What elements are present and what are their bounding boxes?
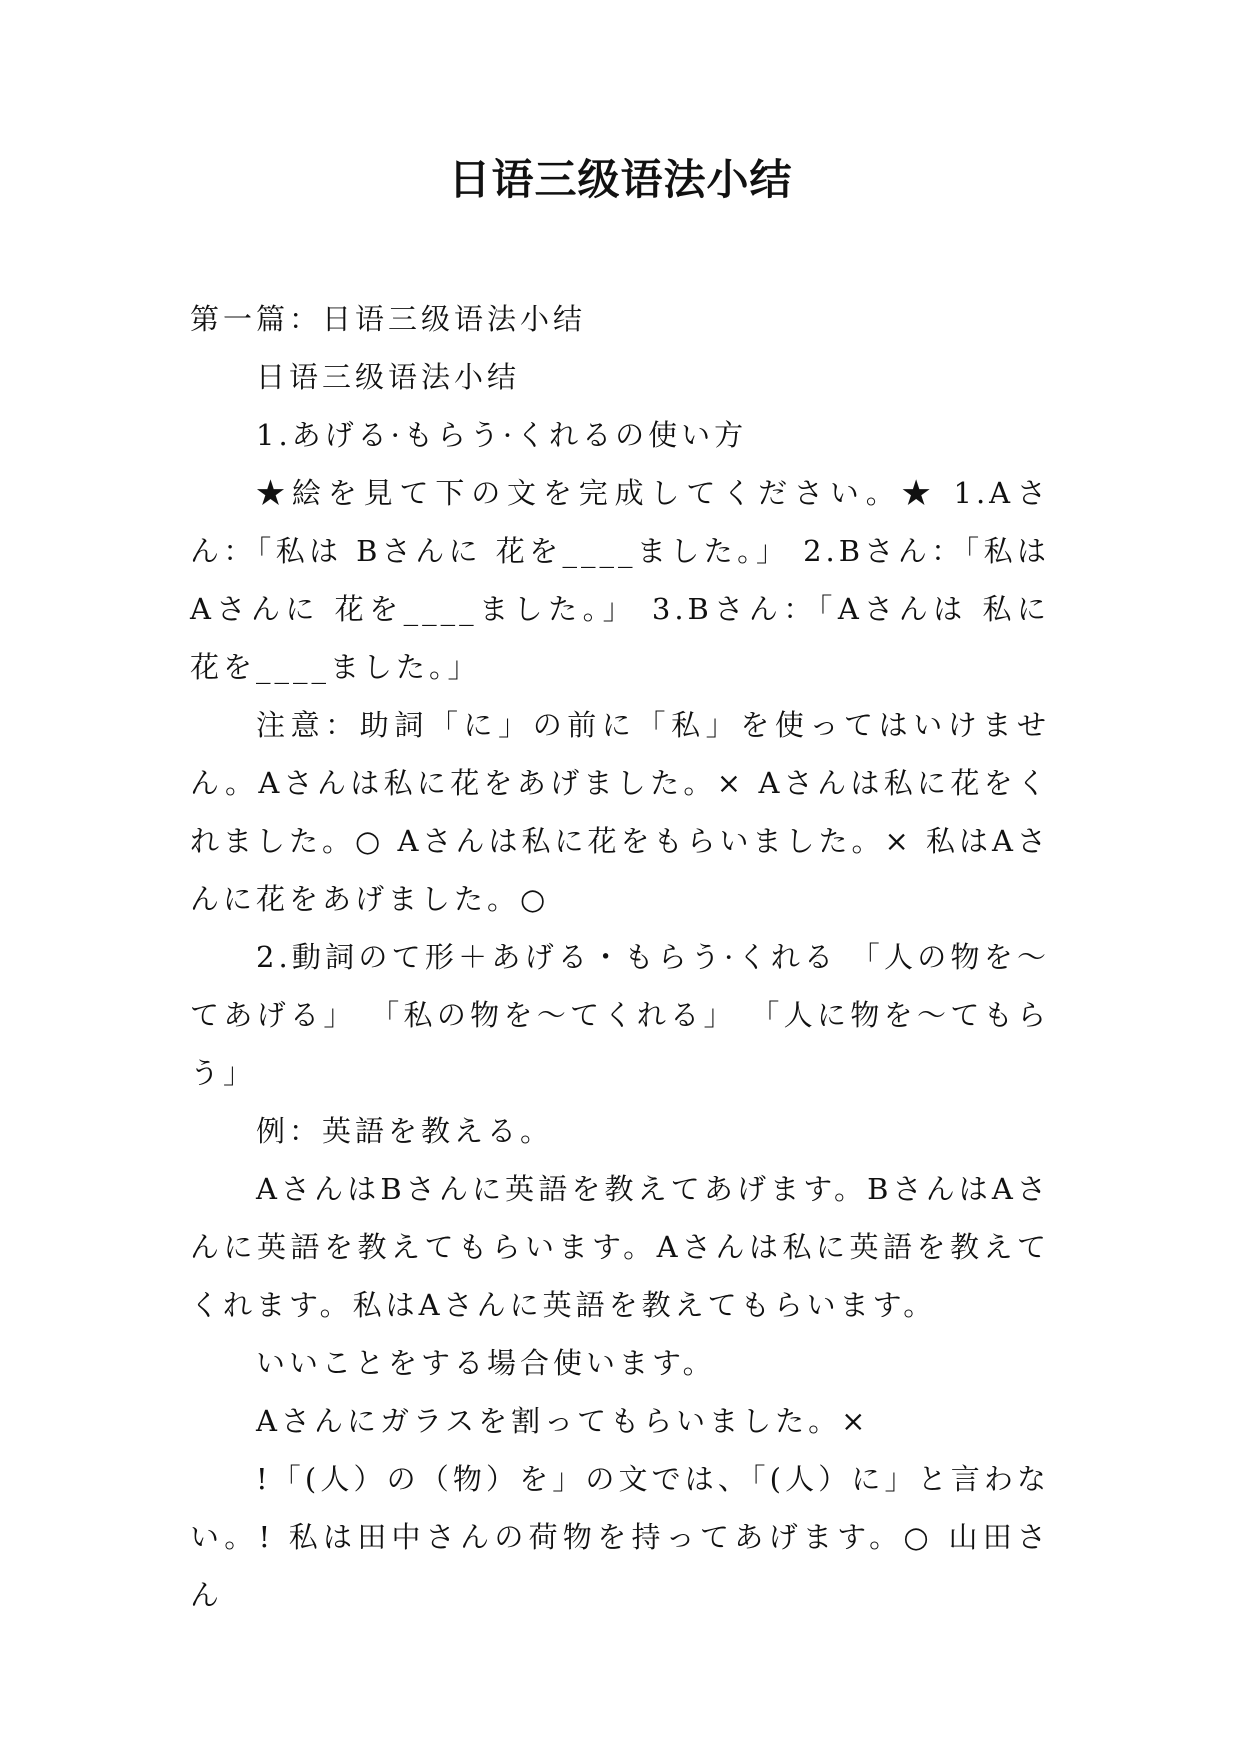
paragraph: 日语三级语法小结 [256,360,521,394]
paragraph: !「(人）の（物）を」の文では、「(人）に」と言わない。! 私は田中さんの荷物を持ってあげます。○ 山田さん [190,1462,1050,1612]
document-body [190,290,1050,1624]
paragraph: 2.動詞のて形＋あげる・もらう·くれる 「人の物を～てあげる」 「私の物を～てくれる」 「人に物を～てもらう」 [190,940,1050,1090]
paragraph: ★絵を見て下の文を完成してください。★ 1.Aさん：「私は Bさんに 花を____ました。」 2.Bさん：「私は Aさんに 花を____ました。」 3.Bさん：「Aさんは 私に 花を____ました。」 [190,476,1050,684]
paragraph: 注意：助詞「に」の前に「私」を使ってはいけません。Aさんは私に花をあげました。× Aさんは私に花をくれました。○ Aさんは私に花をもらいました。× 私はAさんに花をあげました。○ [190,708,1050,916]
paragraph: 第一篇：日语三级语法小结 [190,302,587,336]
paragraph: AさんはBさんに英語を教えてあげます。BさんはAさんに英語を教えてもらいます。Aさんは私に英語を教えてくれます。私はAさんに英語を教えてもらいます。 [190,1172,1050,1322]
paragraph: Aさんにガラスを割ってもらいました。× [256,1404,870,1438]
paragraph: いいことをする場合使います。 [256,1346,716,1380]
paragraph: 例：英語を教える。 [256,1114,554,1148]
paragraph: 1.あげる·もらう·くれるの使い方 [256,418,748,452]
document-title: 日语三级语法小结 [448,155,793,204]
